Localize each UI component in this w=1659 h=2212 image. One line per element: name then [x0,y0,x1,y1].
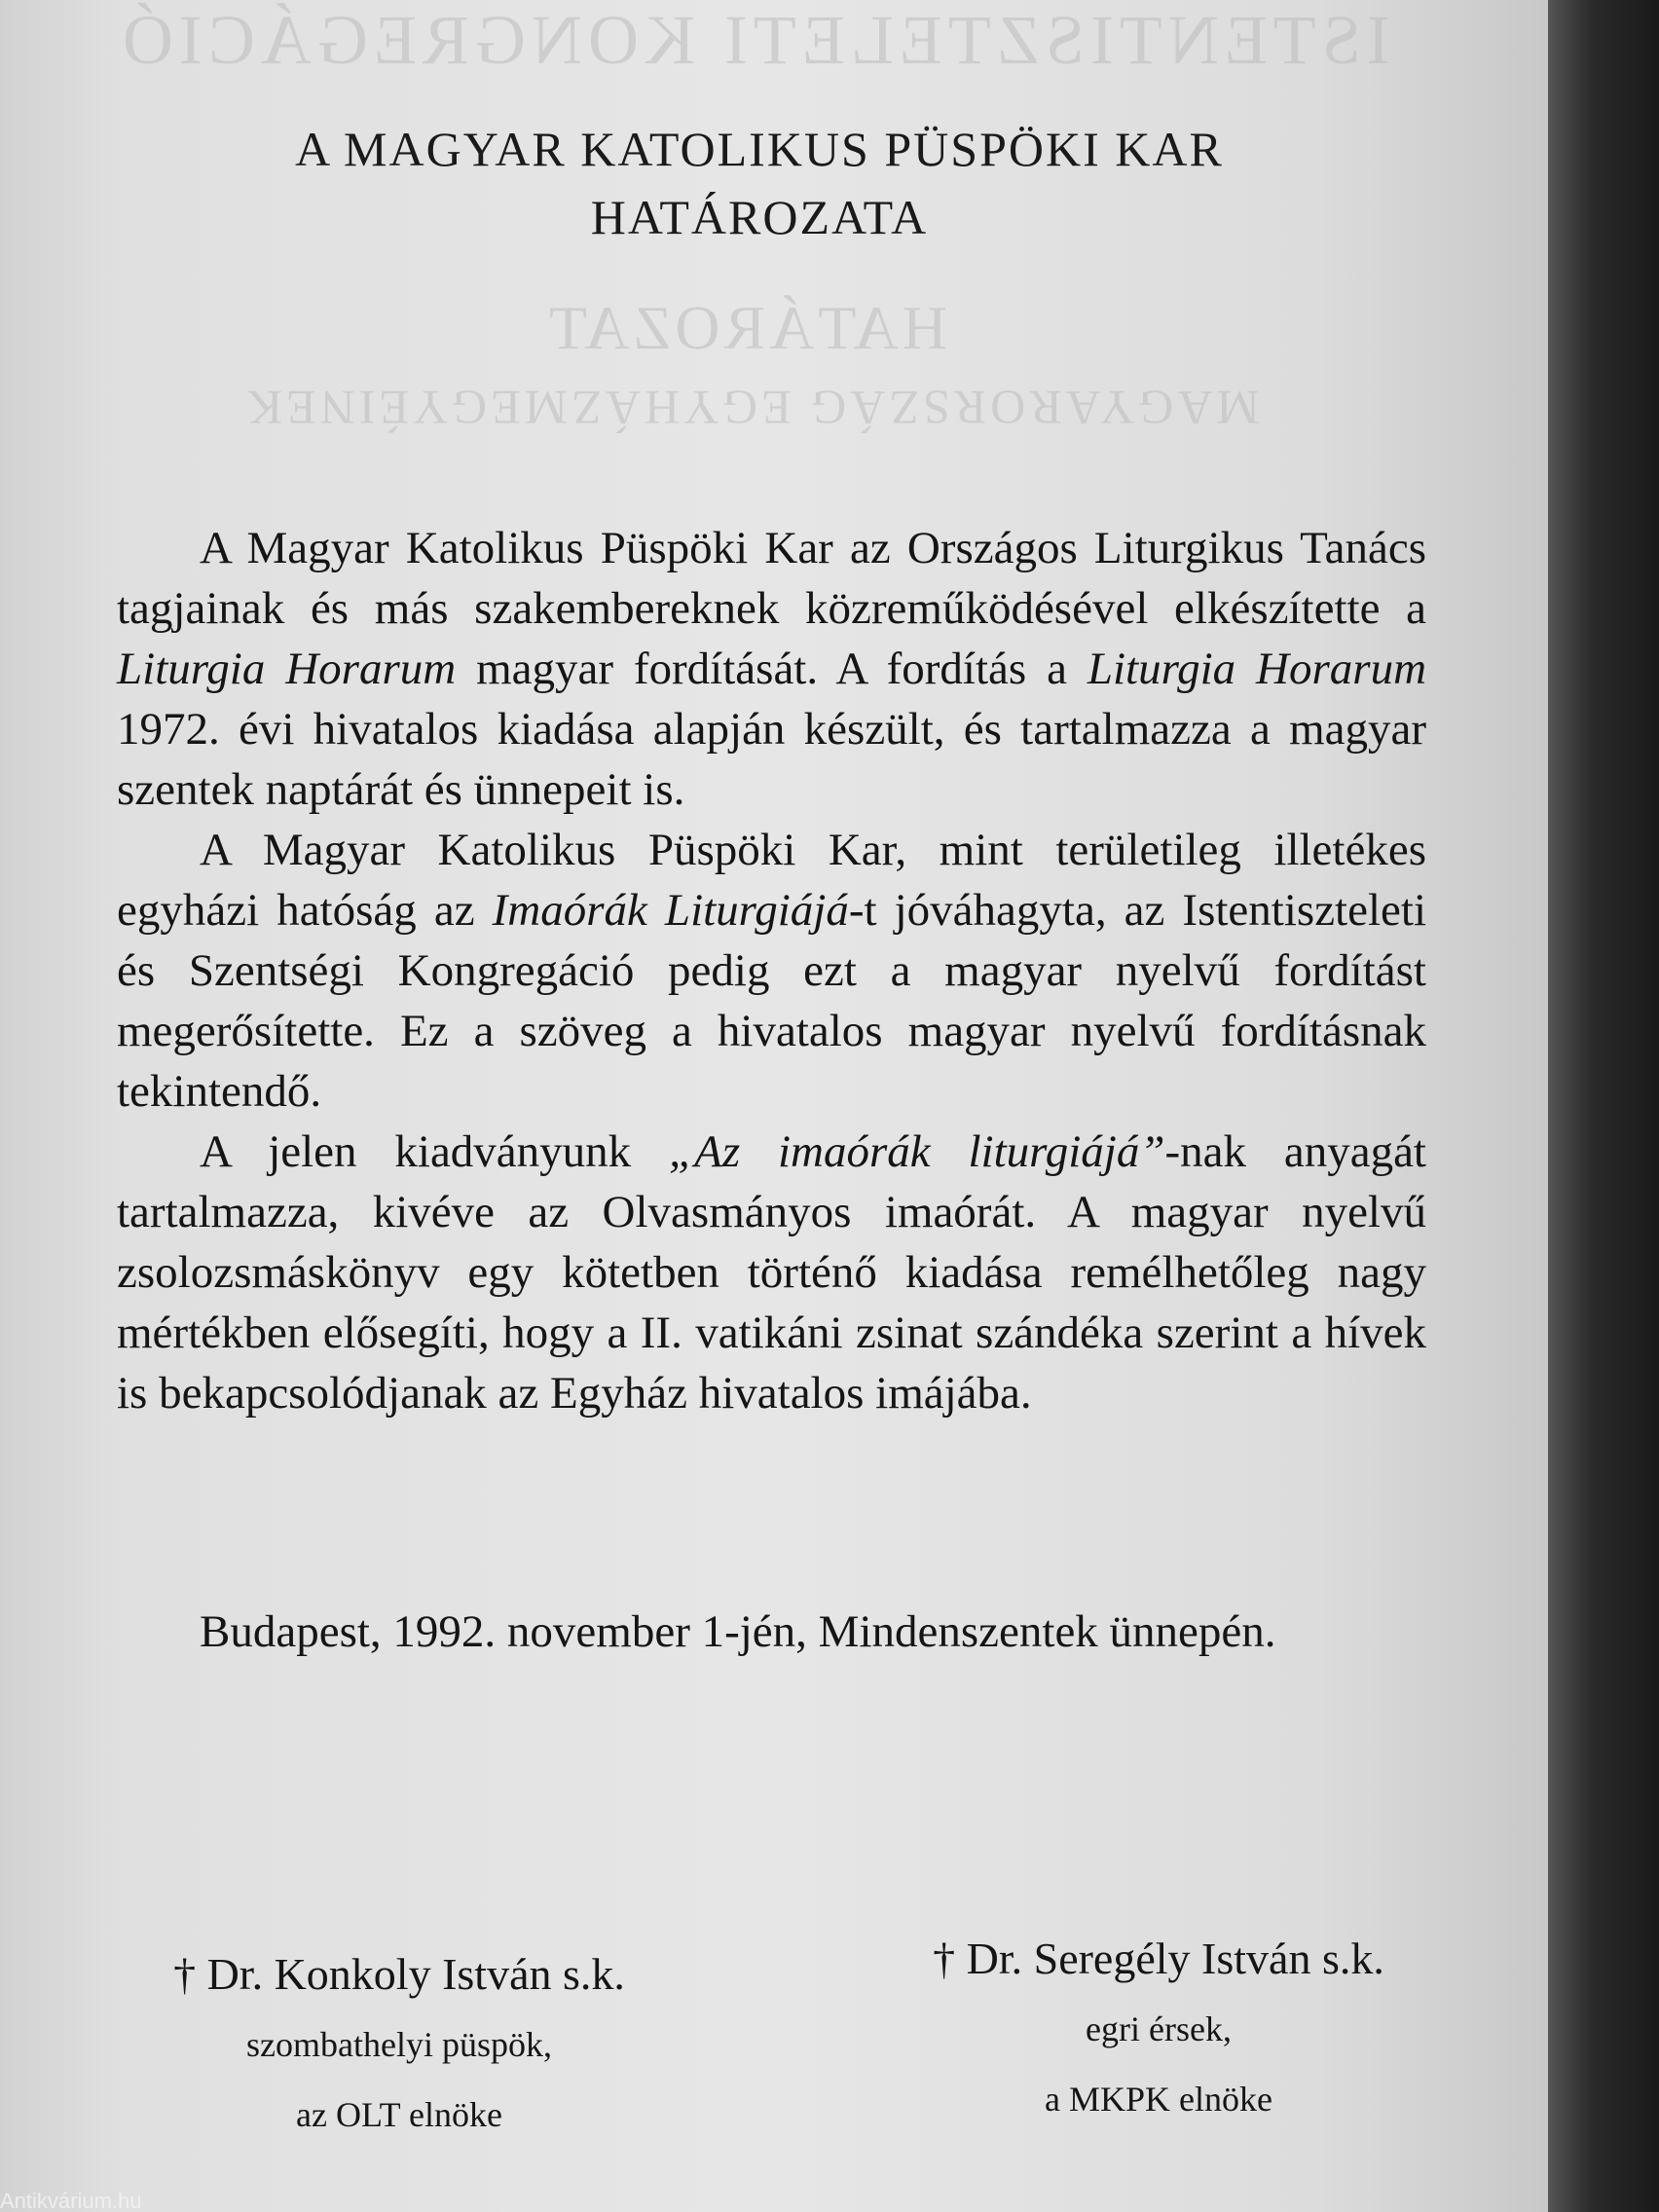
paragraph-3-italic-b: „Az imaórák liturgiájá” [669,1126,1165,1177]
show-through-text-2: HATÁROZAT [545,293,947,362]
signatory-office-right: a MKPK elnöke [1045,2080,1272,2119]
paragraph-1-italic-d: Liturgia Horarum [1087,644,1427,694]
paragraph-1-text-c: magyar fordítását. A fordítás a [456,644,1088,694]
show-through-text-1: ISTENTISZTELETI KONGREGÁCIÓ [117,1,1390,79]
paragraph-2-italic-b: Imaórák Liturgiájá [492,885,849,936]
signatory-title-right: egri érsek, [1086,2009,1232,2048]
signatory-office-left: az OLT elnöke [296,2095,502,2134]
show-through-text-3: MAGYARORSZÁG EGYHÁZMEGYÉINEK [243,381,1260,435]
signatory-name-left: † Dr. Konkoly István s.k. [173,1949,625,1999]
book-spine-shadow [1548,0,1659,2212]
paragraph-3 [117,1122,1426,1423]
signatory-name-right: † Dr. Seregély István s.k. [933,1934,1384,1983]
signatory-title-left: szombathelyi püspök, [246,2025,552,2064]
signature-block-left [97,1945,701,2138]
resolution-body [117,518,1426,1423]
watermark: Antikvárium.hu [0,2191,142,2212]
paragraph-3-text-c: -nak anyagát tartalmazza, kivéve az Olvasmányos imaórát. A magyar nyelvű zsolozsmáskönyv egy kötetben történő kiadása remélhetőleg nagy mértékben elősegíti, hogy a II. vatikáni zsinat szándéka szerint a hívek is bekapcsolódjanak az Egyház hivatalos imájába. [117,1126,1426,1419]
paragraph-1-text-a: A Magyar Katolikus Püspöki Kar az Országos Liturgikus Tanács tagjainak és más szakembereknek közreműködésével elkészítette a [117,523,1426,634]
paragraph-1-text-e: 1972. évi hivatalos kiadása alapján készült, és tartalmazza a magyar szentek naptárát és ünnepeit is. [117,704,1426,815]
paragraph-3-text-a: A jelen kiadványunk [200,1126,670,1177]
paragraph-2-text-c: -t jóváhagyta, az Istentiszteleti és Szentségi Kongregáció pedig ezt a magyar nyelvű fordítást megerősítette. Ez a szöveg a hivatalos magyar nyelvű fordításnak tekintendő. [117,885,1427,1117]
document-title-line-2: HATÁROZATA [590,190,929,244]
paragraph-1 [117,518,1426,820]
paragraph-1-italic-b: Liturgia Horarum [117,644,457,694]
paragraph-2 [117,820,1426,1122]
dateline: Budapest, 1992. november 1-jén, Mindenszentek ünnepén. [200,1606,1276,1657]
document-title-line-1: A MAGYAR KATOLIKUS PÜSPÖKI KAR [295,122,1224,176]
signature-block-right [857,1930,1460,2122]
paragraph-2-text-a: A Magyar Katolikus Püspöki Kar, mint területileg illetékes egyházi hatóság az [117,825,1426,936]
